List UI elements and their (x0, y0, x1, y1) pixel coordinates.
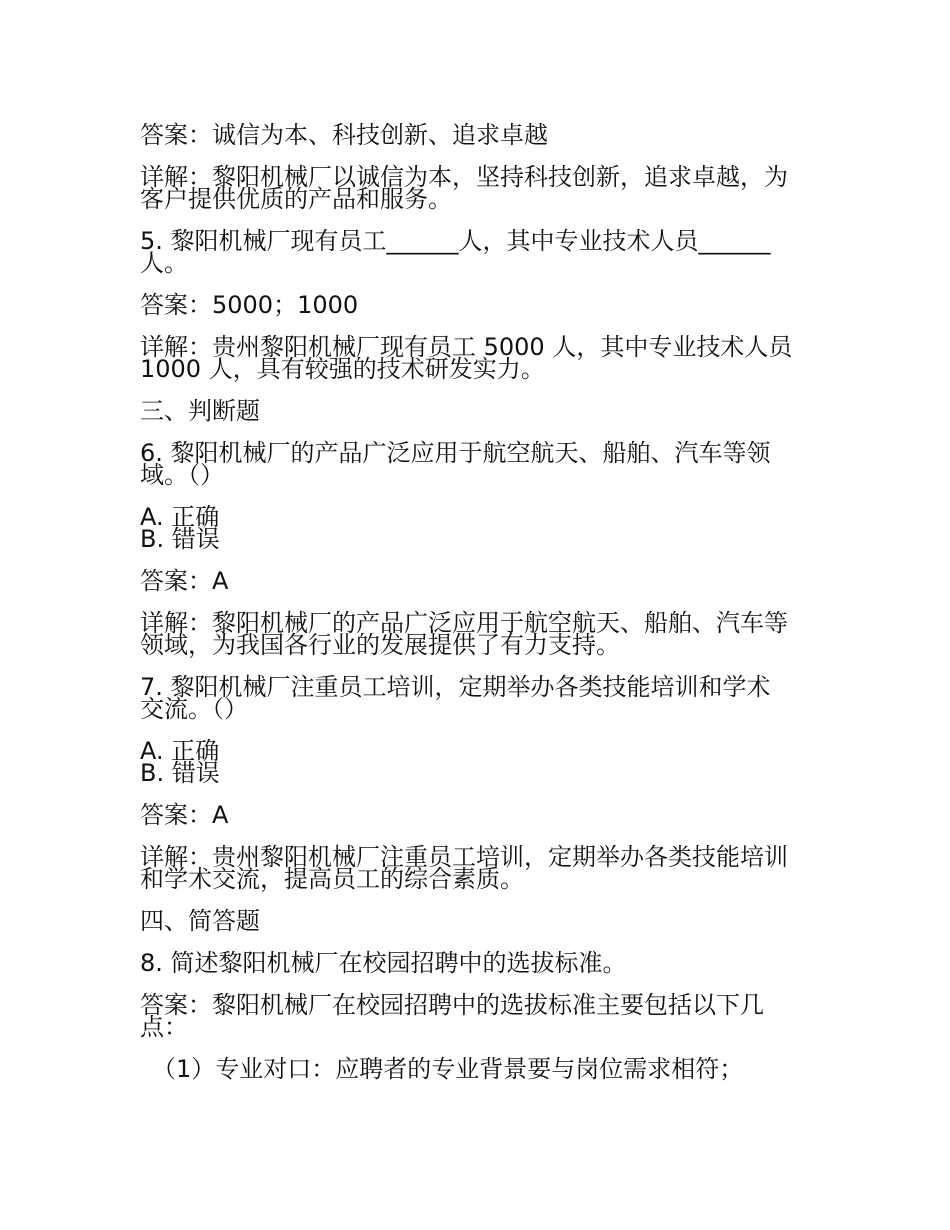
answer-7 (140, 801, 820, 829)
answer-line: 答案：A (140, 567, 229, 595)
answer-6 (140, 567, 820, 595)
option-a: A. 正确 (140, 503, 220, 531)
section-heading-4 (140, 907, 820, 935)
document-page (140, 121, 820, 1100)
answer-8 (140, 991, 820, 1041)
answer-line: 点： (140, 1013, 188, 1041)
question-line: 7. 黎阳机械厂注重员工培训，定期举办各类技能培训和学术 (140, 673, 771, 701)
question-line: 6. 黎阳机械厂的产品广泛应用于航空航天、船舶、汽车等领 (140, 439, 771, 467)
question-line: 8. 简述黎阳机械厂在校园招聘中的选拔标准。 (140, 949, 627, 977)
option-b: B. 错误 (140, 525, 220, 553)
option-b: B. 错误 (140, 759, 220, 787)
section-title: 四、简答题 (140, 907, 260, 935)
question-line: 交流。（） (140, 695, 248, 723)
explanation-5 (140, 333, 820, 383)
answer-4 (140, 121, 820, 149)
explanation-7 (140, 843, 820, 893)
answer-line: 答案：黎阳机械厂在校园招聘中的选拔标准主要包括以下几 (140, 991, 764, 1019)
answer-line: 答案：5000；1000 (140, 291, 359, 319)
question-7-options (140, 737, 820, 787)
answer-8-point-1 (140, 1055, 820, 1083)
explanation-line: 和学术交流，提高员工的综合素质。 (140, 865, 524, 893)
question-5 (140, 227, 820, 277)
explanation-line: 领域，为我国各行业的发展提供了有力支持。 (140, 631, 620, 659)
option-a: A. 正确 (140, 737, 220, 765)
question-line: 域。（） (140, 461, 224, 489)
answer-line: 答案：诚信为本、科技创新、追求卓越 (140, 121, 548, 149)
answer-5 (140, 291, 820, 319)
question-6-options (140, 503, 820, 553)
question-7 (140, 673, 820, 723)
explanation-4 (140, 163, 820, 213)
explanation-line: 详解：贵州黎阳机械厂注重员工培训，定期举办各类技能培训 (140, 843, 788, 871)
explanation-line: 详解：黎阳机械厂的产品广泛应用于航空航天、船舶、汽车等 (140, 609, 788, 637)
list-item: （1）专业对口：应聘者的专业背景要与岗位需求相符； (152, 1055, 744, 1083)
answer-line: 答案：A (140, 801, 229, 829)
explanation-line: 客户提供优质的产品和服务。 (140, 185, 452, 213)
explanation-line: 1000 人，具有较强的技术研发实力。 (140, 355, 545, 383)
question-line: 5. 黎阳机械厂现有员工______人，其中专业技术人员______ (140, 227, 771, 255)
question-line: 人。 (140, 249, 188, 277)
question-8 (140, 949, 820, 977)
section-heading-3 (140, 397, 820, 425)
explanation-6 (140, 609, 820, 659)
explanation-line: 详解：黎阳机械厂以诚信为本，坚持科技创新，追求卓越，为 (140, 163, 788, 191)
question-6 (140, 439, 820, 489)
explanation-line: 详解：贵州黎阳机械厂现有员工 5000 人，其中专业技术人员 (140, 333, 793, 361)
section-title: 三、判断题 (140, 397, 260, 425)
